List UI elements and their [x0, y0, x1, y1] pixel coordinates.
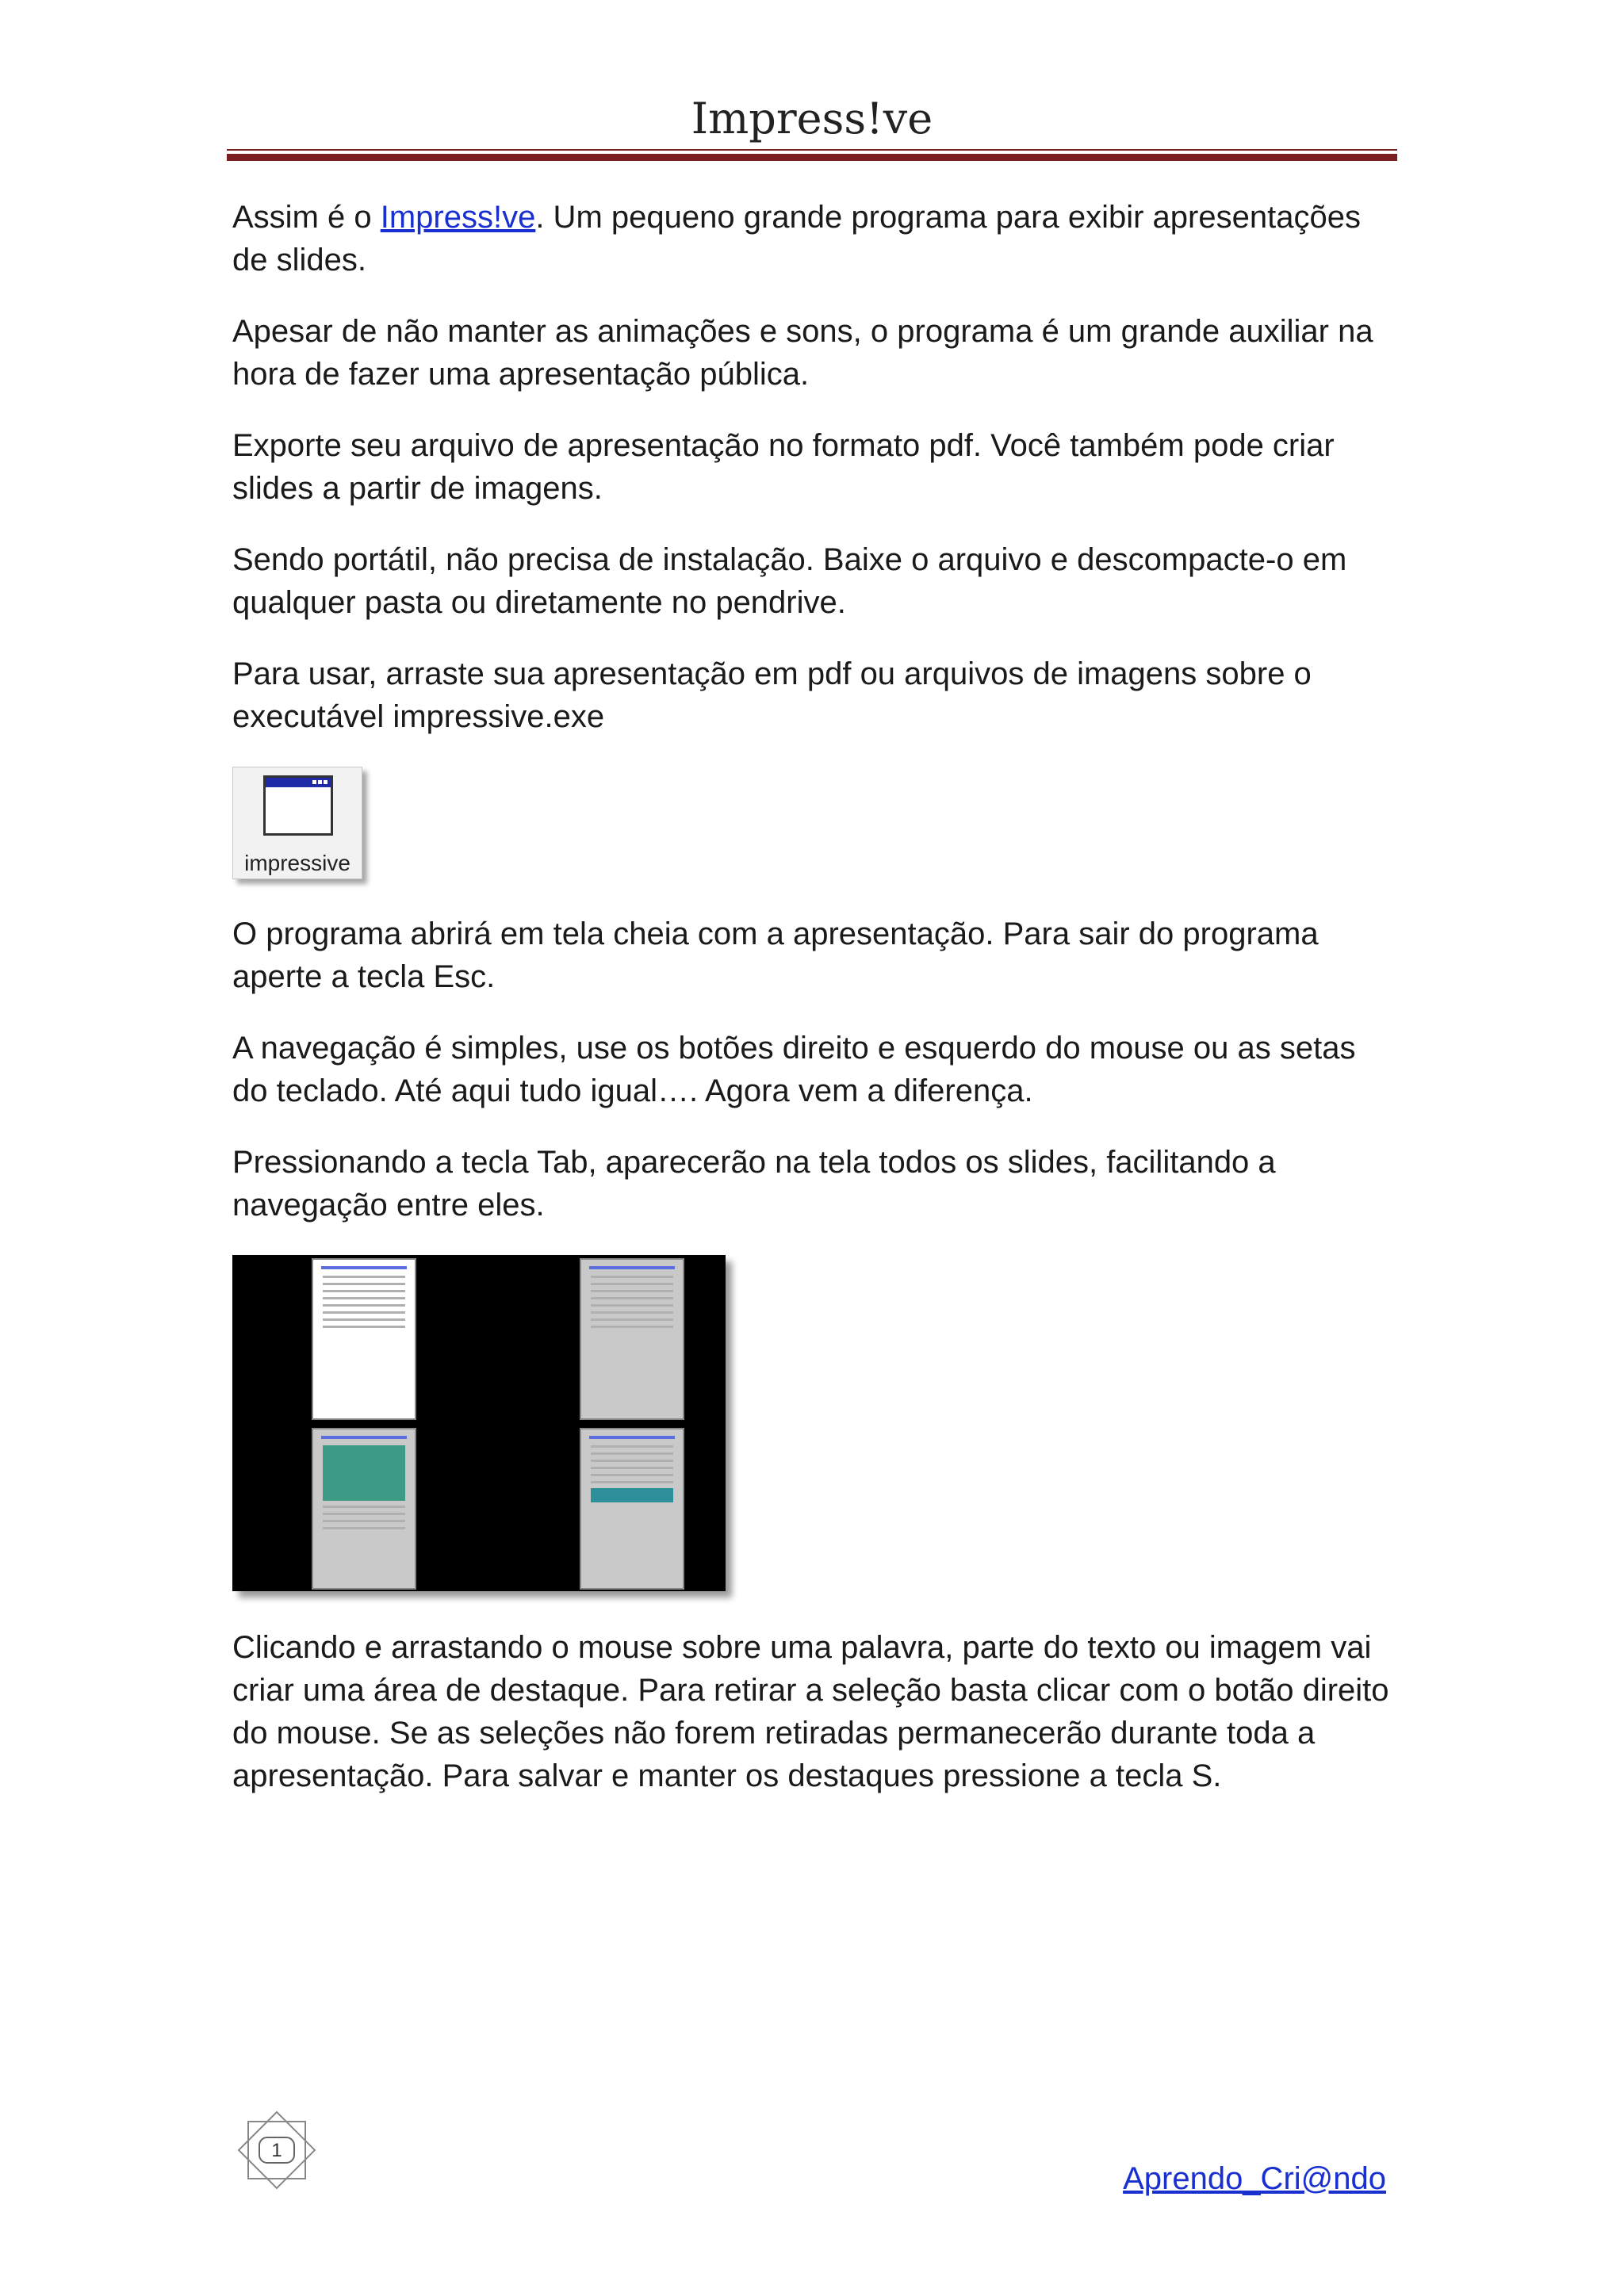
paragraph-animations: Apesar de não manter as animações e sons, o programa é um grande auxiliar na hora de fazer uma apresentação pública.: [232, 314, 1373, 392]
paragraph-intro: Assim é o Impress!ve. Um pequeno grande programa para exibir apresentações de slides.: [232, 200, 1361, 277]
paragraph-export: Exporte seu arquivo de apresentação no formato pdf. Você também pode criar slides a partir de imagens.: [232, 428, 1335, 506]
document-body: [232, 196, 1398, 1826]
slide-thumbnail: [580, 1428, 684, 1590]
slide-thumbnail: [580, 1258, 684, 1420]
slide-overview-screenshot: [232, 1255, 726, 1591]
paragraph-tab-overview: Pressionando a tecla Tab, aparecerão na tela todos os slides, facilitando a navegação entre eles.: [232, 1145, 1276, 1223]
impressive-link[interactable]: Impress!ve: [380, 200, 536, 235]
star-frame-icon: [236, 2109, 318, 2191]
page-number: 1: [271, 2140, 282, 2161]
slide-thumbnail: [312, 1428, 416, 1590]
slide-thumbnail: [312, 1258, 416, 1420]
application-window-icon: [263, 775, 333, 836]
header-rule-thin: [227, 149, 1397, 151]
impressive-exe-icon[interactable]: [232, 767, 362, 879]
footer-link[interactable]: Aprendo_Cri@ndo: [1123, 2161, 1386, 2196]
exe-icon-label: impressive: [244, 851, 350, 875]
paragraph-usage: Para usar, arraste sua apresentação em pdf ou arquivos de imagens sobre o executável impressive.exe: [232, 656, 1312, 734]
header-rule-thick: [227, 154, 1397, 161]
paragraph-highlight: Clicando e arrastando o mouse sobre uma palavra, parte do texto ou imagem vai criar uma área de destaque. Para retirar a seleção basta clicar com o botão direito do mouse. Se as seleções não forem retiradas permanecerão durante toda a apresentação. Para salvar e manter os destaques pressione a tecla S.: [232, 1630, 1389, 1793]
paragraph-fullscreen: O programa abrirá em tela cheia com a apresentação. Para sair do programa aperte a tecla Esc.: [232, 916, 1319, 994]
page-header-title: Impress!ve: [691, 94, 933, 144]
paragraph-portable: Sendo portátil, não precisa de instalação. Baixe o arquivo e descompacte-o em qualquer pasta ou diretamente no pendrive.: [232, 542, 1347, 620]
paragraph-navigation: A navegação é simples, use os botões direito e esquerdo do mouse ou as setas do teclado. Até aqui tudo igual…. Agora vem a diferença.: [232, 1031, 1356, 1108]
page-number-badge: [236, 2109, 318, 2191]
